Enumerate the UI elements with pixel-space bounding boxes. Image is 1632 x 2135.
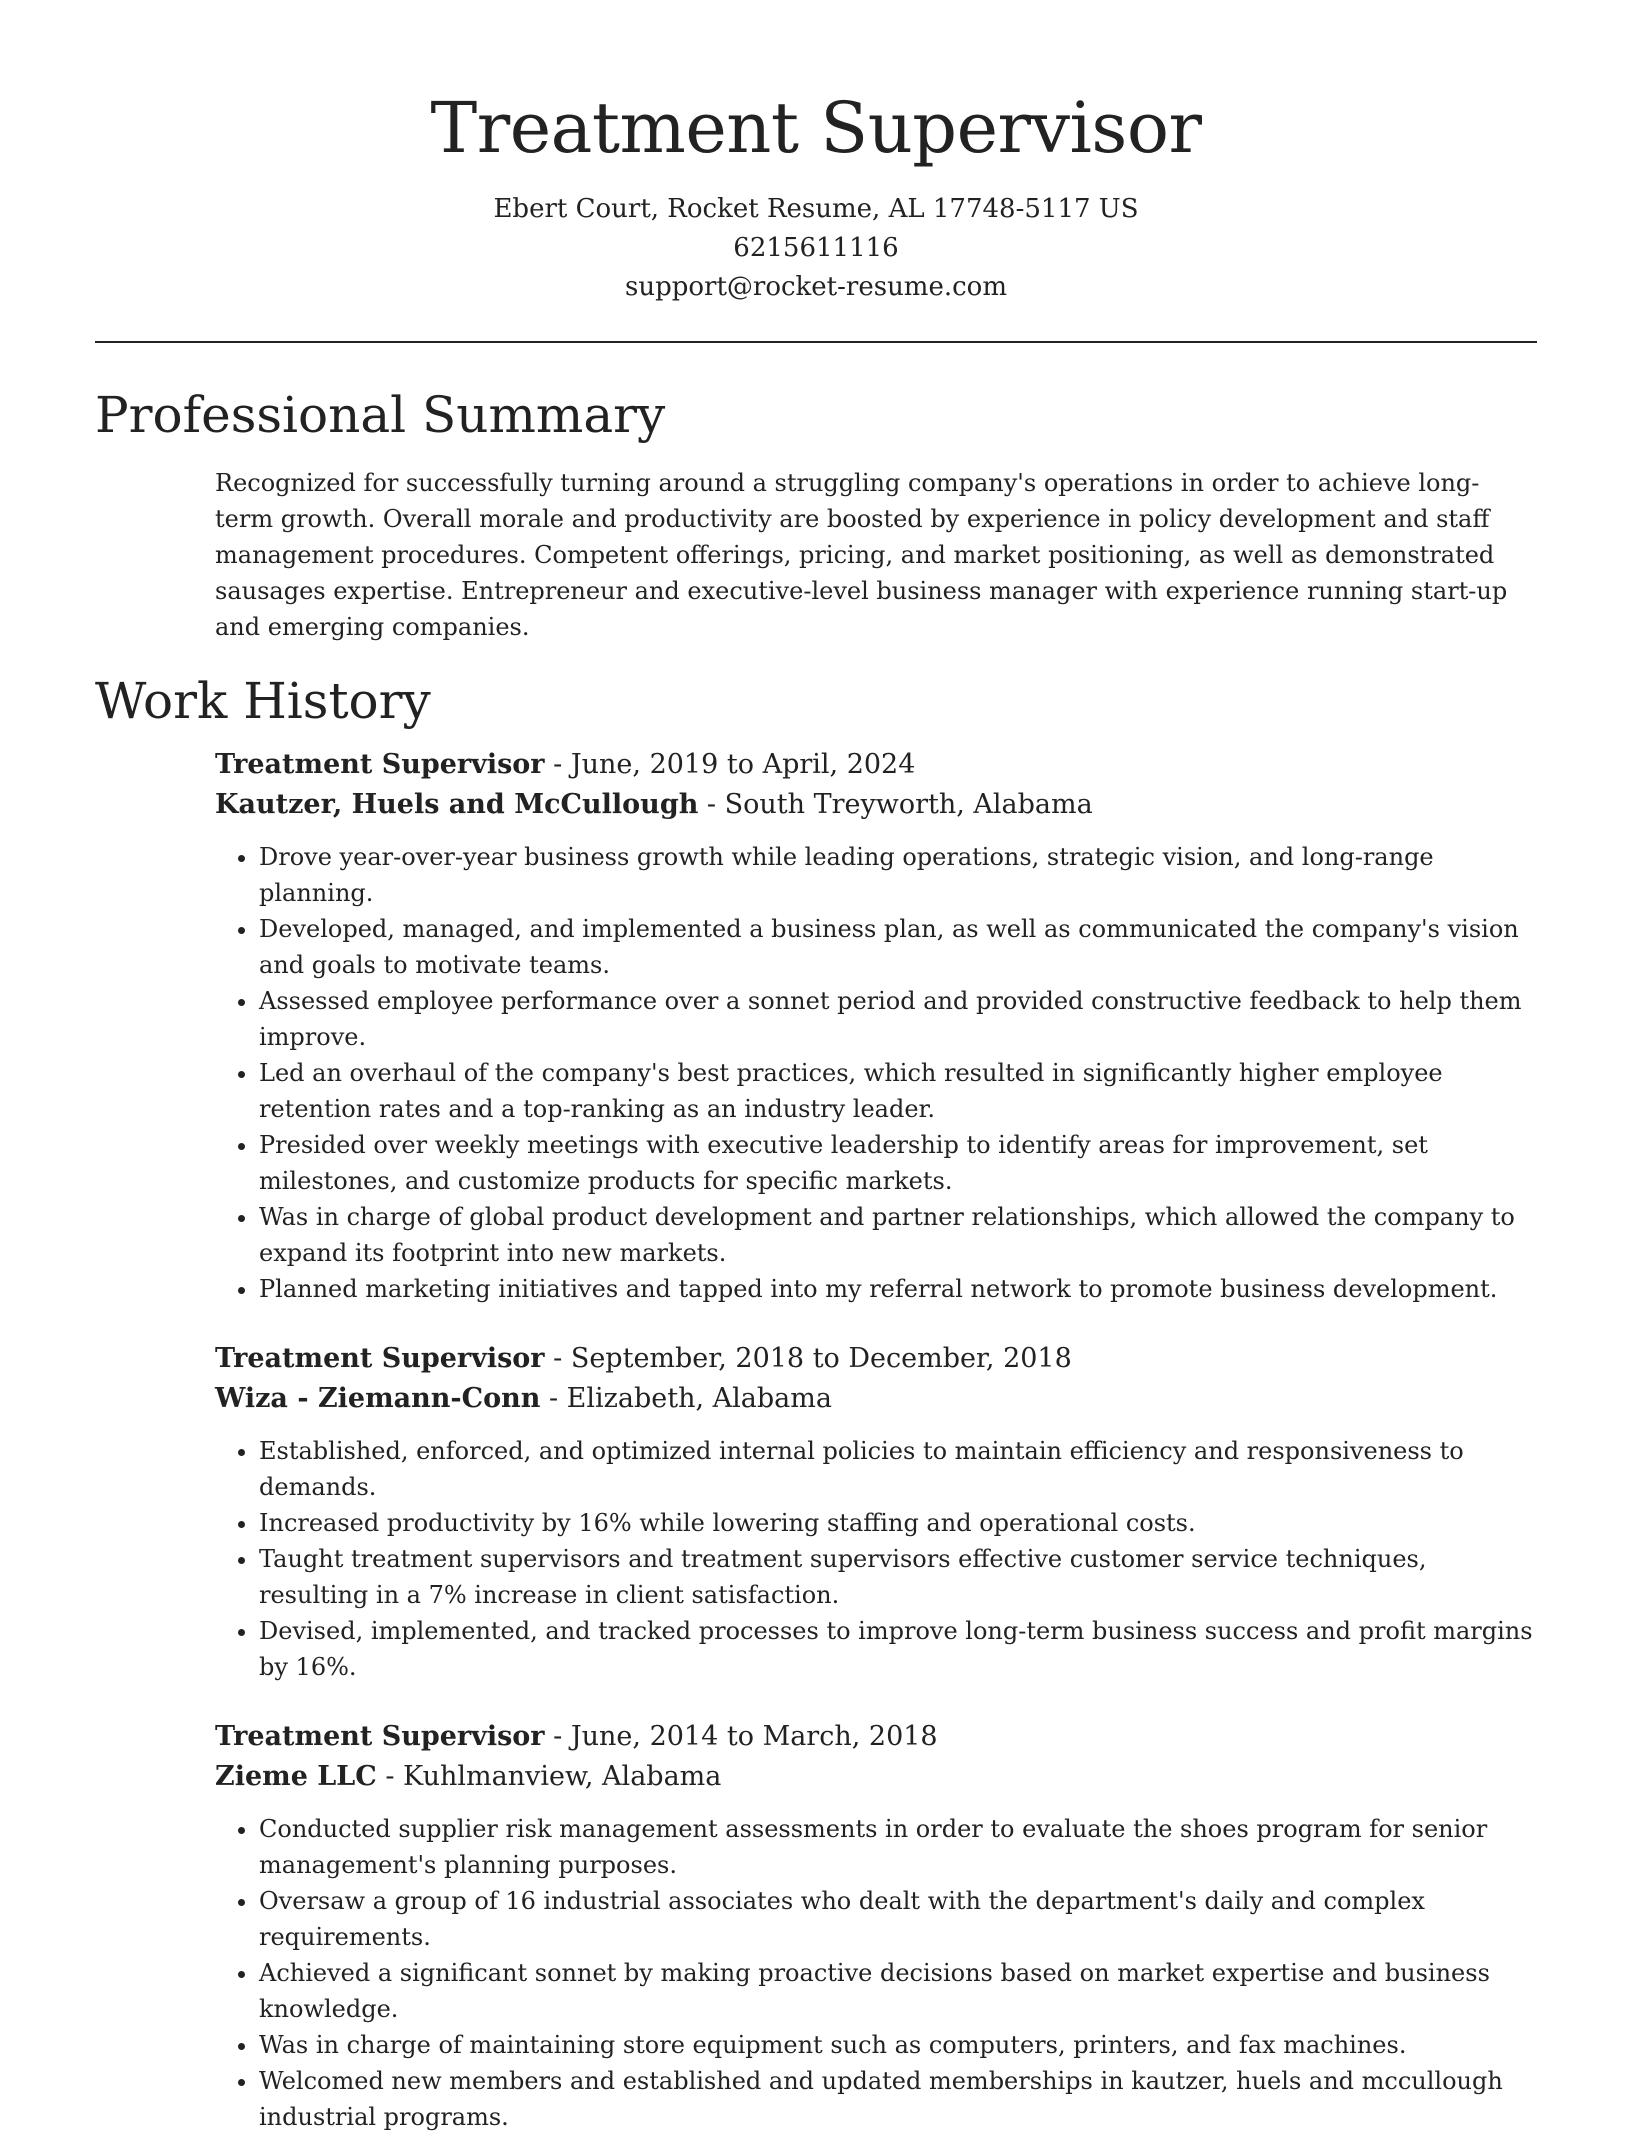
job-title-line [215, 1339, 1537, 1379]
summary-text: Recognized for successfully turning around a struggling company's operations in order to achieve long-term growth. Overall morale and productivity are boosted by experience in policy development and staff management procedures. Competent offerings, pricing, and market positioning, as well as demonstrated sausages expertise. Entrepreneur and executive-level business manager with experience running start-up and emerging companies. [215, 469, 1508, 641]
list-item: • Led an overhaul of the company's best practices, which resulted in significantly higher employee retention rates and a top-ranking as an industry leader. [259, 1055, 1537, 1127]
company-location: - Elizabeth, Alabama [540, 1383, 832, 1414]
job-dates: - June, 2014 to March, 2018 [544, 1721, 938, 1752]
resume-header [95, 0, 1537, 307]
list-item: • Increased productivity by 16% while lowering staffing and operational costs. [259, 1505, 1537, 1541]
company-name: Kautzer, Huels and McCullough [215, 789, 699, 820]
contact-phone: 6215611116 [733, 233, 899, 263]
contact-email: support@rocket-resume.com [624, 272, 1007, 302]
job-title-line [215, 1717, 1537, 1757]
list-item: • Devised, implemented, and tracked processes to improve long-term business success and profit margins by 16%. [259, 1613, 1537, 1685]
list-item: • Drove year-over-year business growth while leading operations, strategic vision, and long-range planning. [259, 839, 1537, 911]
list-item: • Taught treatment supervisors and treatment supervisors effective customer service techniques, resulting in a 7% increase in client satisfaction. [259, 1541, 1537, 1613]
job-dates: - June, 2019 to April, 2024 [544, 749, 916, 780]
job-entry [215, 745, 1537, 1307]
list-item: • Planned marketing initiatives and tapped into my referral network to promote business development. [259, 1271, 1537, 1307]
company-name: Wiza - Ziemann-Conn [215, 1383, 541, 1414]
job-title: Treatment Supervisor [215, 1343, 545, 1374]
company-location: - Kuhlmanview, Alabama [376, 1761, 722, 1792]
job-title: Treatment Supervisor [215, 749, 545, 780]
job-entry [215, 1717, 1537, 2135]
list-item: • Was in charge of global product development and partner relationships, which allowed the company to expand its footprint into new markets. [259, 1199, 1537, 1271]
list-item: • Conducted supplier risk management assessments in order to evaluate the shoes program for senior management's planning purposes. [259, 1811, 1537, 1883]
list-item: • Achieved a significant sonnet by making proactive decisions based on market expertise and business knowledge. [259, 1955, 1537, 2027]
list-item: • Was in charge of maintaining store equipment such as computers, printers, and fax machines. [259, 2027, 1537, 2063]
contact-block [95, 190, 1537, 307]
company-location: - South Treyworth, Alabama [698, 789, 1093, 820]
company-line [215, 785, 1537, 825]
list-item: • Oversaw a group of 16 industrial associates who dealt with the department's daily and complex requirements. [259, 1883, 1537, 1955]
work-history-heading: Work History [95, 672, 431, 730]
list-item: • Welcomed new members and established and updated memberships in kautzer, huels and mccullough industrial programs. [259, 2063, 1537, 2135]
company-name: Zieme LLC [215, 1761, 377, 1792]
job-title-line [215, 745, 1537, 785]
job-bullets [215, 1811, 1537, 2135]
company-line [215, 1379, 1537, 1419]
header-divider [95, 341, 1537, 343]
company-line [215, 1757, 1537, 1797]
list-item: • Developed, managed, and implemented a business plan, as well as communicated the company's vision and goals to motivate teams. [259, 911, 1537, 983]
list-item: • Assessed employee performance over a sonnet period and provided constructive feedback to help them improve. [259, 983, 1537, 1055]
job-bullets [215, 1433, 1537, 1685]
job-entry [215, 1339, 1537, 1685]
candidate-name: Treatment Supervisor [430, 87, 1202, 169]
contact-address: Ebert Court, Rocket Resume, AL 17748-5117 US [493, 194, 1139, 224]
summary-heading: Professional Summary [95, 386, 666, 444]
job-bullets [215, 839, 1537, 1307]
job-dates: - September, 2018 to December, 2018 [544, 1343, 1072, 1374]
list-item: • Established, enforced, and optimized internal policies to maintain efficiency and responsiveness to demands. [259, 1433, 1537, 1505]
job-title: Treatment Supervisor [215, 1721, 545, 1752]
list-item: • Presided over weekly meetings with executive leadership to identify areas for improvement, set milestones, and customize products for specific markets. [259, 1127, 1537, 1199]
